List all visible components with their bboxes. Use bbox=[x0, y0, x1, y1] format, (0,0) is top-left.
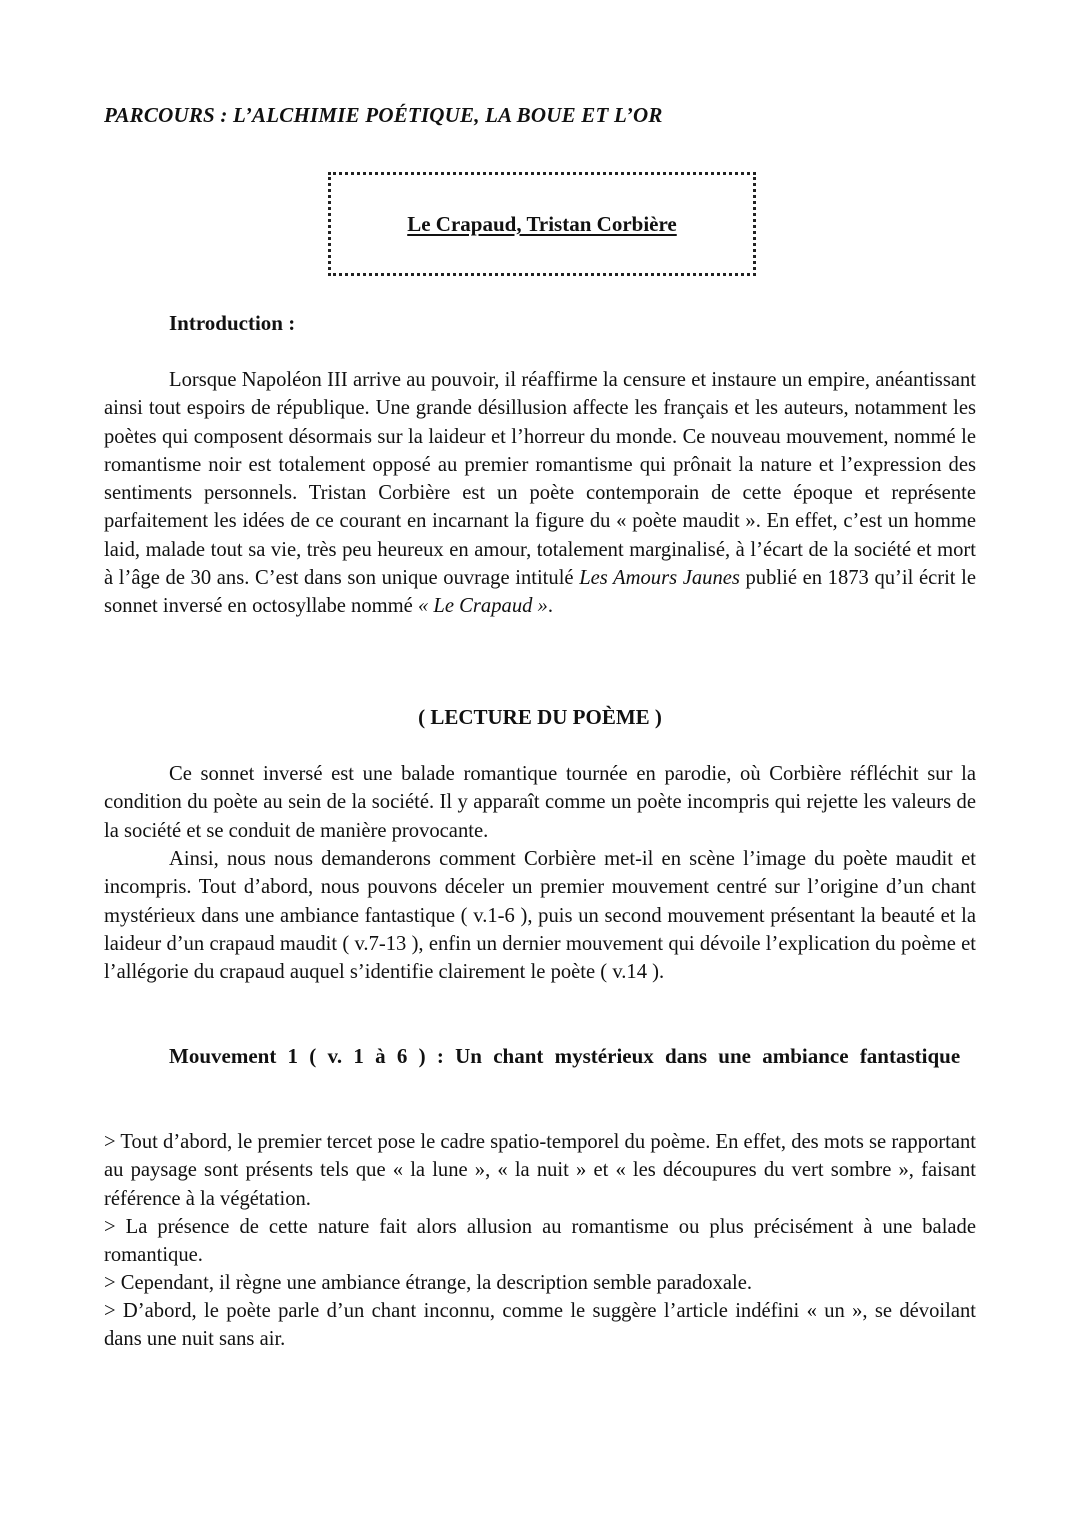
analysis-point-4: > D’abord, le poète parle d’un chant inconnu, comme le suggère l’article indéfini « un », se dévoilant dans une nuit sans air. bbox=[104, 1300, 976, 1351]
problematic-paragraph: Ce sonnet inversé est une balade romantique tournée en parodie, où Corbière réfléchit sur la condition du poète au sein de la société. Il y apparaît comme un poète incompris qui rejette les valeurs de la société et se conduit de manière provocante. bbox=[104, 763, 976, 842]
analysis-point-3: > Cependant, il règne une ambiance étrange, la description semble paradoxale. bbox=[104, 1272, 753, 1294]
analysis-point-2: > La présence de cette nature fait alors allusion au romantisme ou plus précisément à une balade romantique. bbox=[104, 1216, 976, 1267]
poem-title: « Le Crapaud » bbox=[417, 595, 548, 618]
intro-text-part1: Lorsque Napoléon III arrive au pouvoir, il réaffirme la censure et instaure un empire, anéantissant ainsi tout espoirs de république. Une grande désillusion affecte les français et les auteurs, notamment les poètes qui composent désormais sur la laideur et l’horreur du monde. Ce nouveau mouvement, nommé le romantisme noir est totalement opposé au premier romantisme qui prônait la nature et l’expression des sentiments personnels. Tristan Corbière est un poète contemporain de cette époque et représente parfaitement les idées de ce courant en incarnant la figure du « poète maudit ». En effet, c’est un homme laid, malade tout sa vie, très peu heureux en amour, totalement marginalisé, à l’écart de la société et mort à l’âge de 30 ans. C’est dans son unique ouvrage intitulé bbox=[104, 369, 976, 590]
title-box bbox=[328, 172, 756, 276]
introduction-paragraph bbox=[104, 366, 976, 621]
document-title: Le Crapaud, Tristan Corbière bbox=[407, 211, 677, 236]
analysis-point-1: > Tout d’abord, le premier tercet pose le cadre spatio-temporel du poème. En effet, des mots se rapportant au paysage sont présents tels que « la lune », « la nuit » et « les découpures du vert sombre », faisant référence à la végétation. bbox=[104, 1131, 976, 1210]
course-title: PARCOURS : L’ALCHIMIE POÉTIQUE, LA BOUE ET L’OR bbox=[104, 103, 663, 127]
introduction-heading: Introduction : bbox=[169, 311, 296, 335]
plan-paragraph: Ainsi, nous nous demanderons comment Corbière met-il en scène l’image du poète maudit et incompris. Tout d’abord, nous pouvons déceler un premier mouvement centré sur l’origine d’un chant mystérieux dans une ambiance fantastique ( v.1-6 ), puis un second mouvement présentant la beauté et la laideur d’un crapaud maudit ( v.7-13 ), enfin un dernier mouvement qui dévoile l’explication du poème et l’allégorie du crapaud auquel s’identifie clairement le poète ( v.14 ). bbox=[104, 848, 976, 984]
book-title: Les Amours Jaunes bbox=[579, 567, 740, 590]
reading-heading: ( LECTURE DU POÈME ) bbox=[418, 705, 662, 729]
intro-text-part2: publié en 1873 qu’il écrit le sonnet inversé en octosyllabe nommé bbox=[104, 567, 976, 618]
intro-text-part3: . bbox=[547, 595, 554, 618]
movement-1-heading: Mouvement 1 ( v. 1 à 6 ) : Un chant mystérieux dans une ambiance fantastique bbox=[169, 1044, 961, 1068]
